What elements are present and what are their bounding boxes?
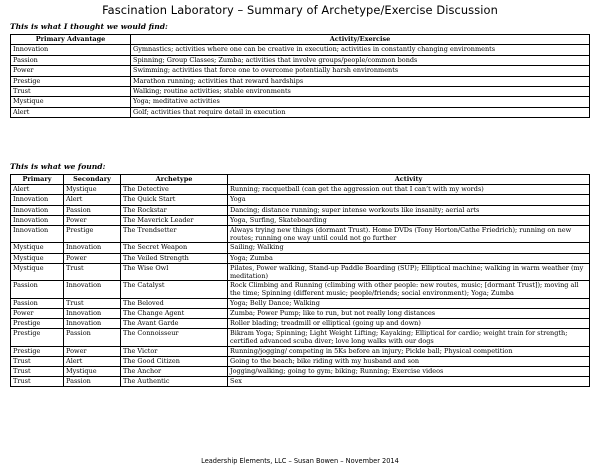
expected-table bbox=[10, 34, 590, 118]
table-cell: Passion bbox=[11, 298, 64, 308]
table-cell: Mystique bbox=[11, 97, 131, 107]
table-row bbox=[11, 281, 590, 298]
table-row bbox=[11, 195, 590, 205]
table-cell: Power bbox=[11, 66, 131, 76]
table-cell: Trust bbox=[11, 86, 131, 96]
table-cell: Passion bbox=[64, 205, 121, 215]
table-cell: Prestige bbox=[64, 225, 121, 242]
section1-heading: This is what I thought we would find: bbox=[10, 22, 168, 31]
table-cell: The Rockstar bbox=[121, 205, 228, 215]
table-cell: Passion bbox=[64, 377, 121, 387]
table-cell: The Catalyst bbox=[121, 281, 228, 298]
table-cell: Innovation bbox=[64, 243, 121, 253]
table-cell: Mystique bbox=[64, 366, 121, 376]
table-row bbox=[11, 243, 590, 253]
table-cell: Innovation bbox=[11, 205, 64, 215]
table-cell: The Maverick Leader bbox=[121, 215, 228, 225]
section2-heading: This is what we found: bbox=[10, 162, 106, 171]
table-row bbox=[11, 308, 590, 318]
table-cell: Yoga bbox=[228, 195, 590, 205]
table-cell: Power bbox=[11, 308, 64, 318]
table-cell: The Authentic bbox=[121, 377, 228, 387]
table-cell: Yoga; Zumba bbox=[228, 253, 590, 263]
table-cell: Yoga, Surfing, Skateboarding bbox=[228, 215, 590, 225]
table-cell: Innovation bbox=[11, 215, 64, 225]
table-cell: Running; racquetball (can get the aggression out that I can’t with my words) bbox=[228, 185, 590, 195]
table-cell: Alert bbox=[64, 356, 121, 366]
table-cell: Jogging/walking; going to gym; biking; Running; Exercise videos bbox=[228, 366, 590, 376]
table-cell: Marathon running; activities that reward hardships bbox=[131, 76, 590, 86]
table-row bbox=[11, 86, 590, 96]
table-cell: Trust bbox=[11, 366, 64, 376]
table-cell: Prestige bbox=[11, 76, 131, 86]
table-cell: Yoga; Belly Dance; Walking bbox=[228, 298, 590, 308]
page-title: Fascination Laboratory – Summary of Archetype/Exercise Discussion bbox=[102, 3, 498, 17]
table-cell: The Secret Weapon bbox=[121, 243, 228, 253]
table-cell: Innovation bbox=[11, 45, 131, 55]
table-row bbox=[11, 225, 590, 242]
table-cell: The Beloved bbox=[121, 298, 228, 308]
column-header: Secondary bbox=[64, 175, 121, 185]
table-cell: Alert bbox=[11, 107, 131, 117]
table-header-row bbox=[11, 175, 590, 185]
table-cell: Power bbox=[64, 346, 121, 356]
table-cell: Prestige bbox=[11, 329, 64, 346]
table-cell: Running/jogging/ competing in 5Ks before an injury; Pickle ball; Physical competition bbox=[228, 346, 590, 356]
table-cell: Power bbox=[64, 215, 121, 225]
table-row bbox=[11, 318, 590, 328]
table-cell: Always trying new things (dormant Trust). Home DVDs (Tony Horton/Cathe Friedrich); running on new routes; running one way until could not go further bbox=[228, 225, 590, 242]
column-header: Activity/Exercise bbox=[131, 35, 590, 45]
table-row bbox=[11, 356, 590, 366]
column-header: Primary Advantage bbox=[11, 35, 131, 45]
table-row bbox=[11, 215, 590, 225]
table-cell: The Good Citizen bbox=[121, 356, 228, 366]
table-row bbox=[11, 107, 590, 117]
table-cell: Innovation bbox=[11, 225, 64, 242]
table-row bbox=[11, 377, 590, 387]
table-cell: Yoga; meditative activities bbox=[131, 97, 590, 107]
table-cell: The Avant Garde bbox=[121, 318, 228, 328]
table-cell: Alert bbox=[64, 195, 121, 205]
column-header: Activity bbox=[228, 175, 590, 185]
table-cell: Spinning; Group Classes; Zumba; activities that involve groups/people/common bonds bbox=[131, 55, 590, 65]
table-cell: The Quick Start bbox=[121, 195, 228, 205]
table-cell: Innovation bbox=[64, 308, 121, 318]
table-cell: Passion bbox=[11, 55, 131, 65]
table-cell: Walking; routine activities; stable environments bbox=[131, 86, 590, 96]
table-row bbox=[11, 185, 590, 195]
table-cell: The Anchor bbox=[121, 366, 228, 376]
table-cell: Trust bbox=[64, 263, 121, 280]
table-row bbox=[11, 66, 590, 76]
table-cell: Prestige bbox=[11, 318, 64, 328]
table-cell: Mystique bbox=[11, 253, 64, 263]
table-cell: The Victor bbox=[121, 346, 228, 356]
column-header: Primary bbox=[11, 175, 64, 185]
table-cell: Trust bbox=[11, 377, 64, 387]
table-row bbox=[11, 253, 590, 263]
table-row bbox=[11, 45, 590, 55]
table-cell: Swimming; activities that force one to overcome potentially harsh environments bbox=[131, 66, 590, 76]
table-cell: Mystique bbox=[11, 263, 64, 280]
table-header-row bbox=[11, 35, 590, 45]
table-cell: Innovation bbox=[64, 281, 121, 298]
table-cell: Power bbox=[64, 253, 121, 263]
table-cell: Trust bbox=[64, 298, 121, 308]
table-cell: Mystique bbox=[64, 185, 121, 195]
table-row bbox=[11, 205, 590, 215]
table-cell: The Detective bbox=[121, 185, 228, 195]
table-row bbox=[11, 55, 590, 65]
table-cell: Mystique bbox=[11, 243, 64, 253]
table-cell: Gymnastics; activities where one can be creative in execution; activities in constantly changing environments bbox=[131, 45, 590, 55]
table-cell: Alert bbox=[11, 185, 64, 195]
table-cell: Prestige bbox=[11, 346, 64, 356]
table-cell: Innovation bbox=[11, 195, 64, 205]
table-cell: Roller blading; treadmill or elliptical (going up and down) bbox=[228, 318, 590, 328]
table-row bbox=[11, 298, 590, 308]
page-footer: Leadership Elements, LLC – Susan Bowen – November 2014 bbox=[201, 457, 399, 465]
table-cell: Innovation bbox=[64, 318, 121, 328]
table-cell: The Wise Owl bbox=[121, 263, 228, 280]
table-cell: Trust bbox=[11, 356, 64, 366]
table-cell: The Trendsetter bbox=[121, 225, 228, 242]
table-cell: Passion bbox=[64, 329, 121, 346]
table-cell: The Change Agent bbox=[121, 308, 228, 318]
table-cell: Sailing; Walking bbox=[228, 243, 590, 253]
table-cell: Sex bbox=[228, 377, 590, 387]
table-cell: The Connoisseur bbox=[121, 329, 228, 346]
table-row bbox=[11, 346, 590, 356]
table-cell: Dancing; distance running; super intense workouts like insanity; aerial arts bbox=[228, 205, 590, 215]
table-cell: Passion bbox=[11, 281, 64, 298]
table-row bbox=[11, 329, 590, 346]
column-header: Archetype bbox=[121, 175, 228, 185]
table-row bbox=[11, 76, 590, 86]
table-row bbox=[11, 366, 590, 376]
table-cell: Rock Climbing and Running (climbing with other people: new routes, music; [dormant Trust]); moving all the time; Spinning (different music; people/friends; social environment); Yoga; Zumba bbox=[228, 281, 590, 298]
table-cell: Pilates, Power walking, Stand-up Paddle Boarding (SUP); Elliptical machine; walking in warm weather (my meditation) bbox=[228, 263, 590, 280]
table-cell: Zumba; Power Pump; like to run, but not really long distances bbox=[228, 308, 590, 318]
table-cell: Golf; activities that require detail in execution bbox=[131, 107, 590, 117]
table-cell: The Veiled Strength bbox=[121, 253, 228, 263]
table-cell: Going to the beach; bike riding with my husband and son bbox=[228, 356, 590, 366]
findings-table bbox=[10, 174, 590, 387]
table-cell: Bikram Yoga; Spinning; Light Weight Lifting; Kayaking; Elliptical for cardio; weight train for strength; certified advanced scuba diver; love long walks with our dogs bbox=[228, 329, 590, 346]
table-row bbox=[11, 263, 590, 280]
table-row bbox=[11, 97, 590, 107]
